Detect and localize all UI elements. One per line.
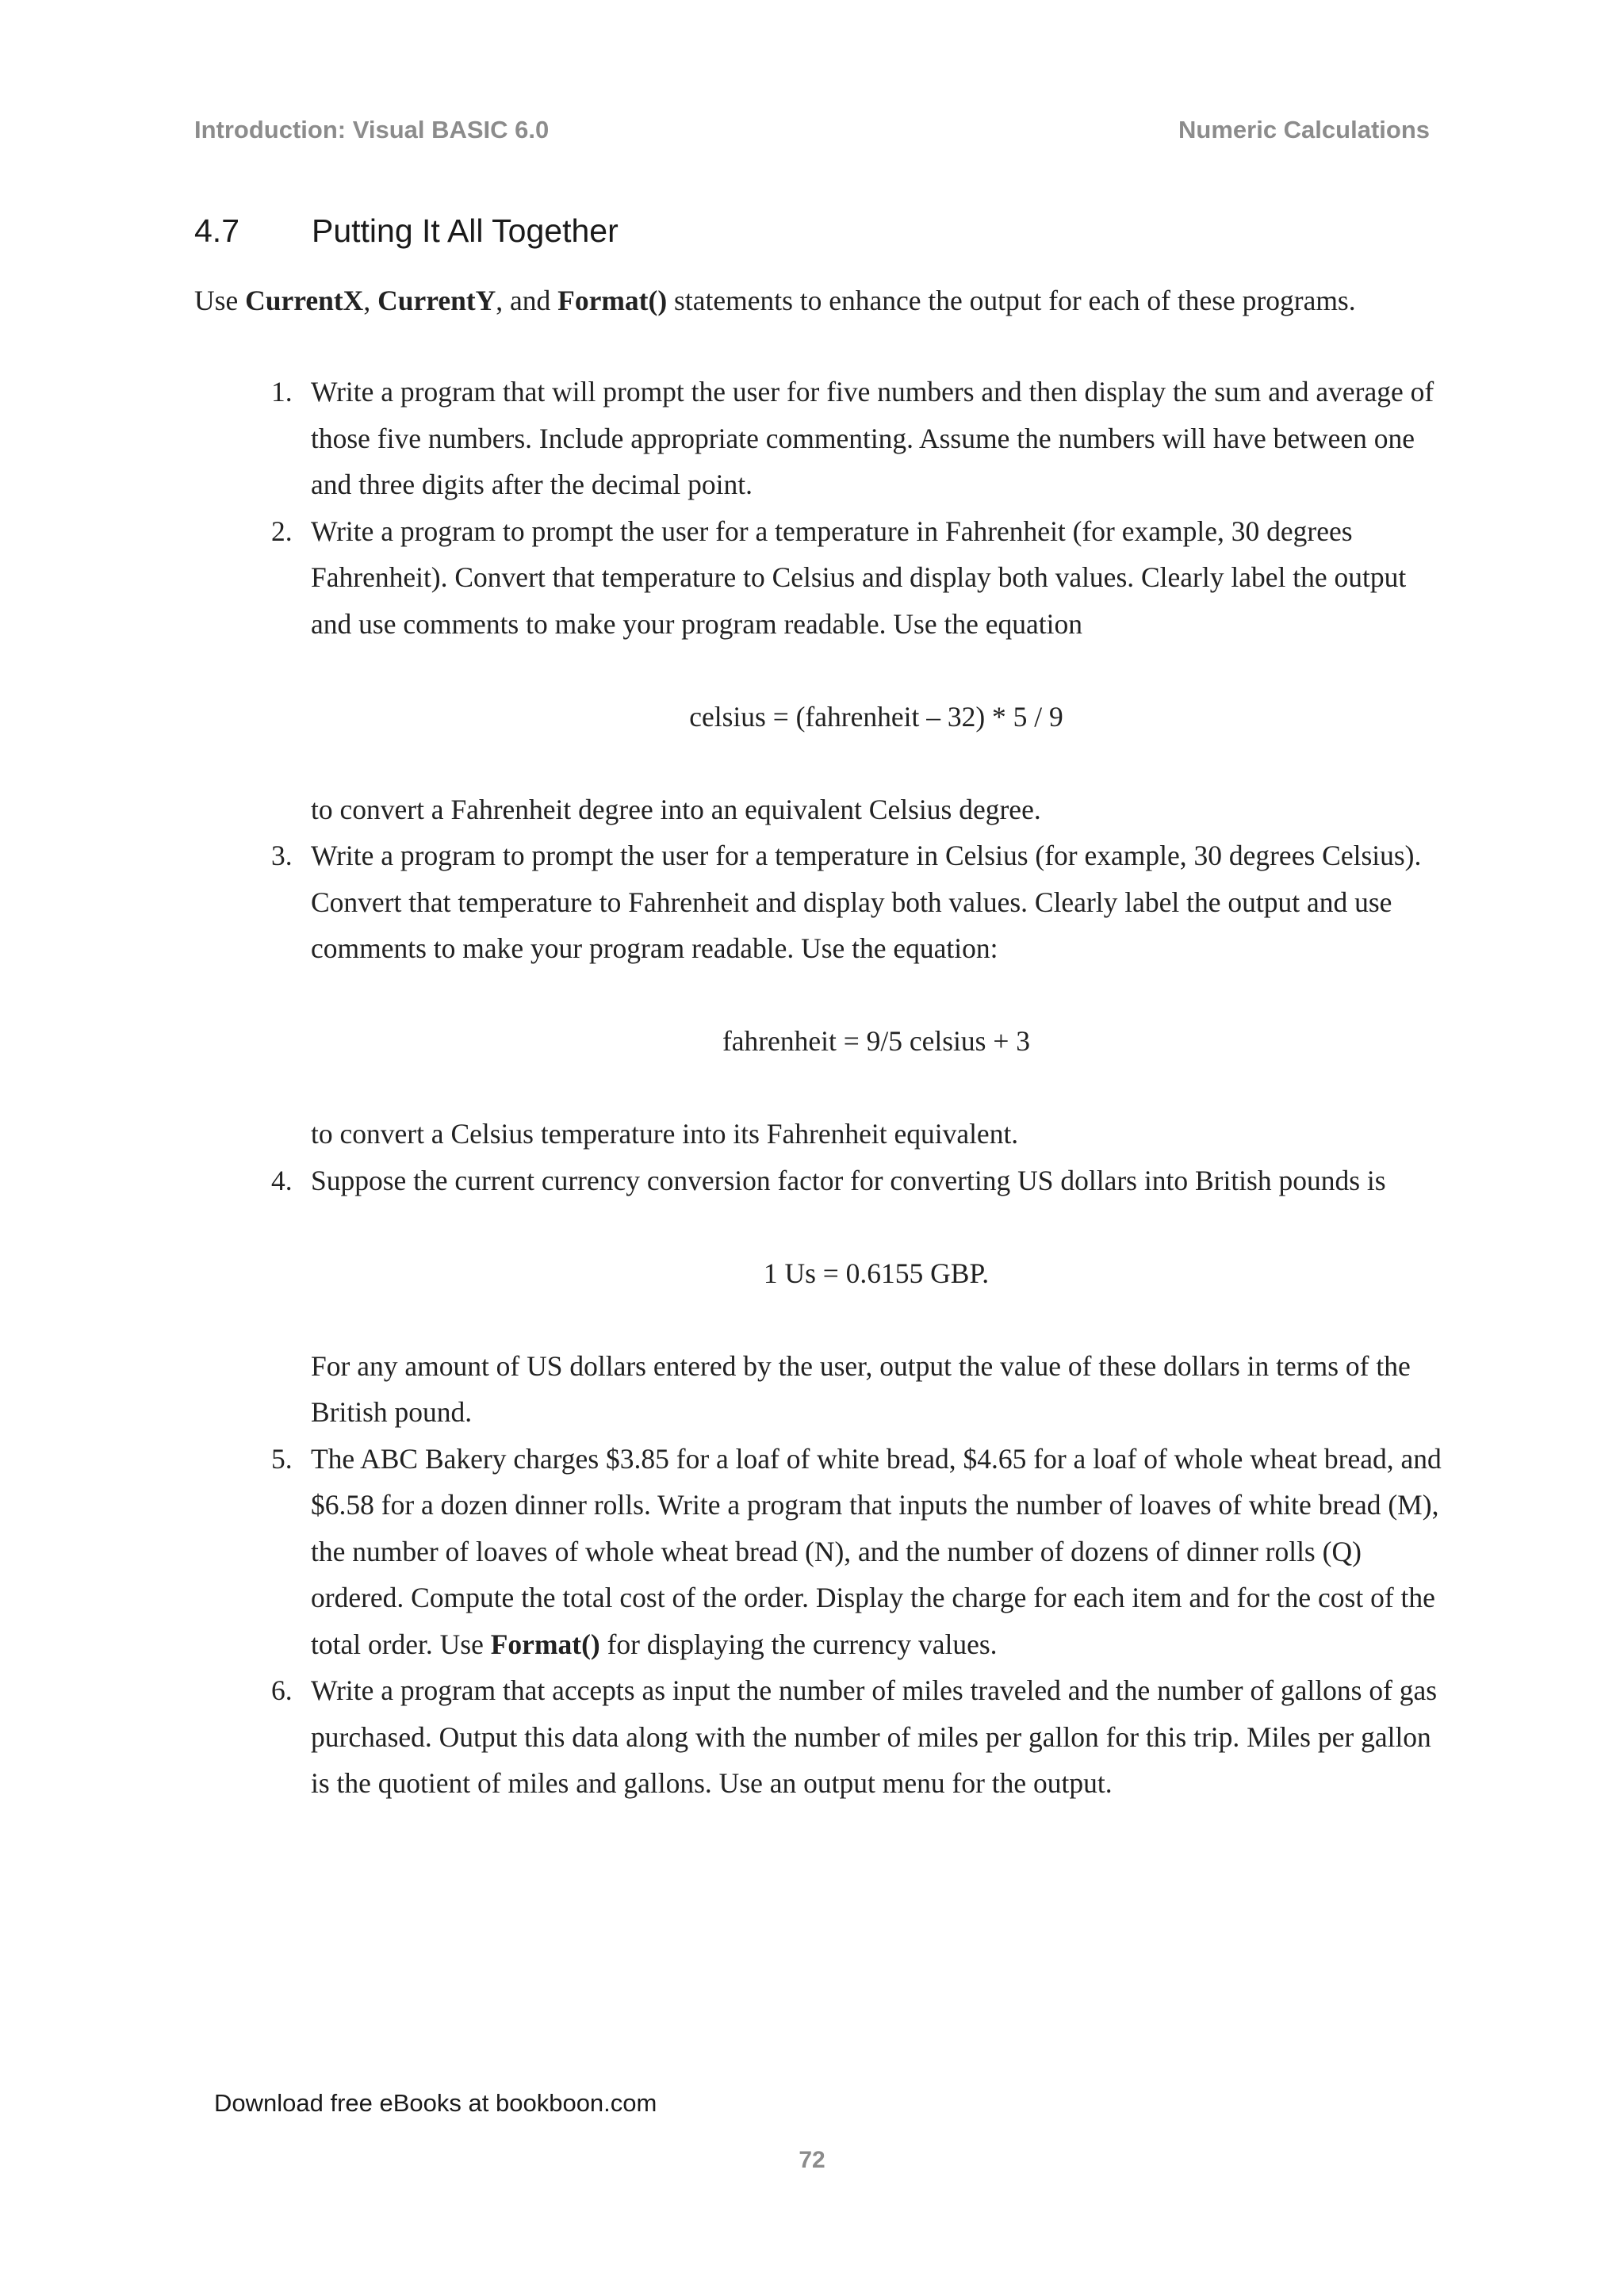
running-header <box>194 116 1430 147</box>
exercise-number: 6. <box>271 1674 293 1706</box>
exercise-text: Write a program that accepts as input the number of miles traveled and the number of gallons of gas purchased. Output this data along with the number of miles per gallon for this trip. Miles per gallon is the quotient of miles and gallons. Use an output menu for the output. <box>311 1674 1438 1799</box>
equation-celsius: celsius = (fahrenheit – 32) * 5 / 9 <box>689 700 1063 733</box>
exercise-item-2 <box>271 508 1442 833</box>
exercise-text-part: for displaying the currency values. <box>599 1628 998 1660</box>
exercise-list <box>271 369 1442 1807</box>
exercise-number: 2. <box>271 515 293 547</box>
keyword-currenty: CurrentY <box>377 285 496 316</box>
keyword-format: Format() <box>490 1628 600 1660</box>
equation-fahrenheit: fahrenheit = 9/5 celsius + 3 <box>722 1025 1031 1057</box>
exercise-text-part: The ABC Bakery charges $3.85 for a loaf of white bread, $4.65 for a loaf of whole wheat bread, and $6.58 for a dozen dinner rolls. Write a program that inputs the number of loaves of white bread (M), the number of loaves of whole wheat bread (N), and the number of dozens of dinner rolls (Q) ordered. Compute the total cost of the order. Display the charge for each item and for the cost of the total order. Use <box>311 1442 1442 1660</box>
exercise-number: 3. <box>271 840 293 871</box>
exercise-text: Write a program to prompt the user for a temperature in Celsius (for example, 30 degrees Celsius). Convert that temperature to Fahrenheit and display both values. Clearly label the output and use comments to make your program readable. Use the equation: <box>311 840 1422 964</box>
section-heading <box>194 212 619 250</box>
intro-text: , and <box>496 285 558 316</box>
intro-text: , <box>363 285 378 316</box>
intro-paragraph <box>194 277 1437 323</box>
running-header-chapter-title: Numeric Calculations <box>1178 116 1430 144</box>
exercise-item-5 <box>271 1436 1442 1668</box>
equation-currency: 1 Us = 0.6155 GBP. <box>763 1257 990 1289</box>
exercise-number: 1. <box>271 376 293 408</box>
keyword-format: Format() <box>557 285 668 316</box>
exercise-item-6 <box>271 1667 1442 1807</box>
running-header-book-title: Introduction: Visual BASIC 6.0 <box>194 116 550 144</box>
exercise-text-after: For any amount of US dollars entered by the user, output the value of these dollars in terms of the British pound. <box>311 1349 1411 1428</box>
section-number: 4.7 <box>194 212 239 249</box>
exercise-text: Suppose the current currency conversion factor for converting US dollars into British pounds is <box>311 1164 1386 1196</box>
footer-download-link[interactable]: Download free eBooks at bookboon.com <box>214 2089 657 2117</box>
exercise-text: Write a program that will prompt the user for five numbers and then display the sum and average of those five numbers. Include appropriate commenting. Assume the numbers will have between one and three digits after the decimal point. <box>311 376 1434 500</box>
keyword-currentx: CurrentX <box>245 285 364 316</box>
exercise-item-3 <box>271 832 1442 1158</box>
intro-text: statements to enhance the output for each of these programs. <box>667 285 1356 316</box>
section-title: Putting It All Together <box>312 212 619 249</box>
exercise-number: 5. <box>271 1442 293 1475</box>
exercise-text: Write a program to prompt the user for a temperature in Fahrenheit (for example, 30 degrees Fahrenheit). Convert that temperature to Celsius and display both values. Clearly label the output and use comments to make your program readable. Use the equation <box>311 515 1407 640</box>
page-number: 72 <box>799 2147 825 2173</box>
exercise-number: 4. <box>271 1164 293 1196</box>
exercise-text-after: to convert a Celsius temperature into its Fahrenheit equivalent. <box>311 1118 1019 1150</box>
exercise-text-after: to convert a Fahrenheit degree into an equivalent Celsius degree. <box>311 793 1041 825</box>
exercise-text <box>311 1436 1442 1668</box>
exercise-item-4 <box>271 1158 1442 1436</box>
intro-text: Use <box>194 285 246 316</box>
exercise-item-1 <box>271 369 1442 508</box>
